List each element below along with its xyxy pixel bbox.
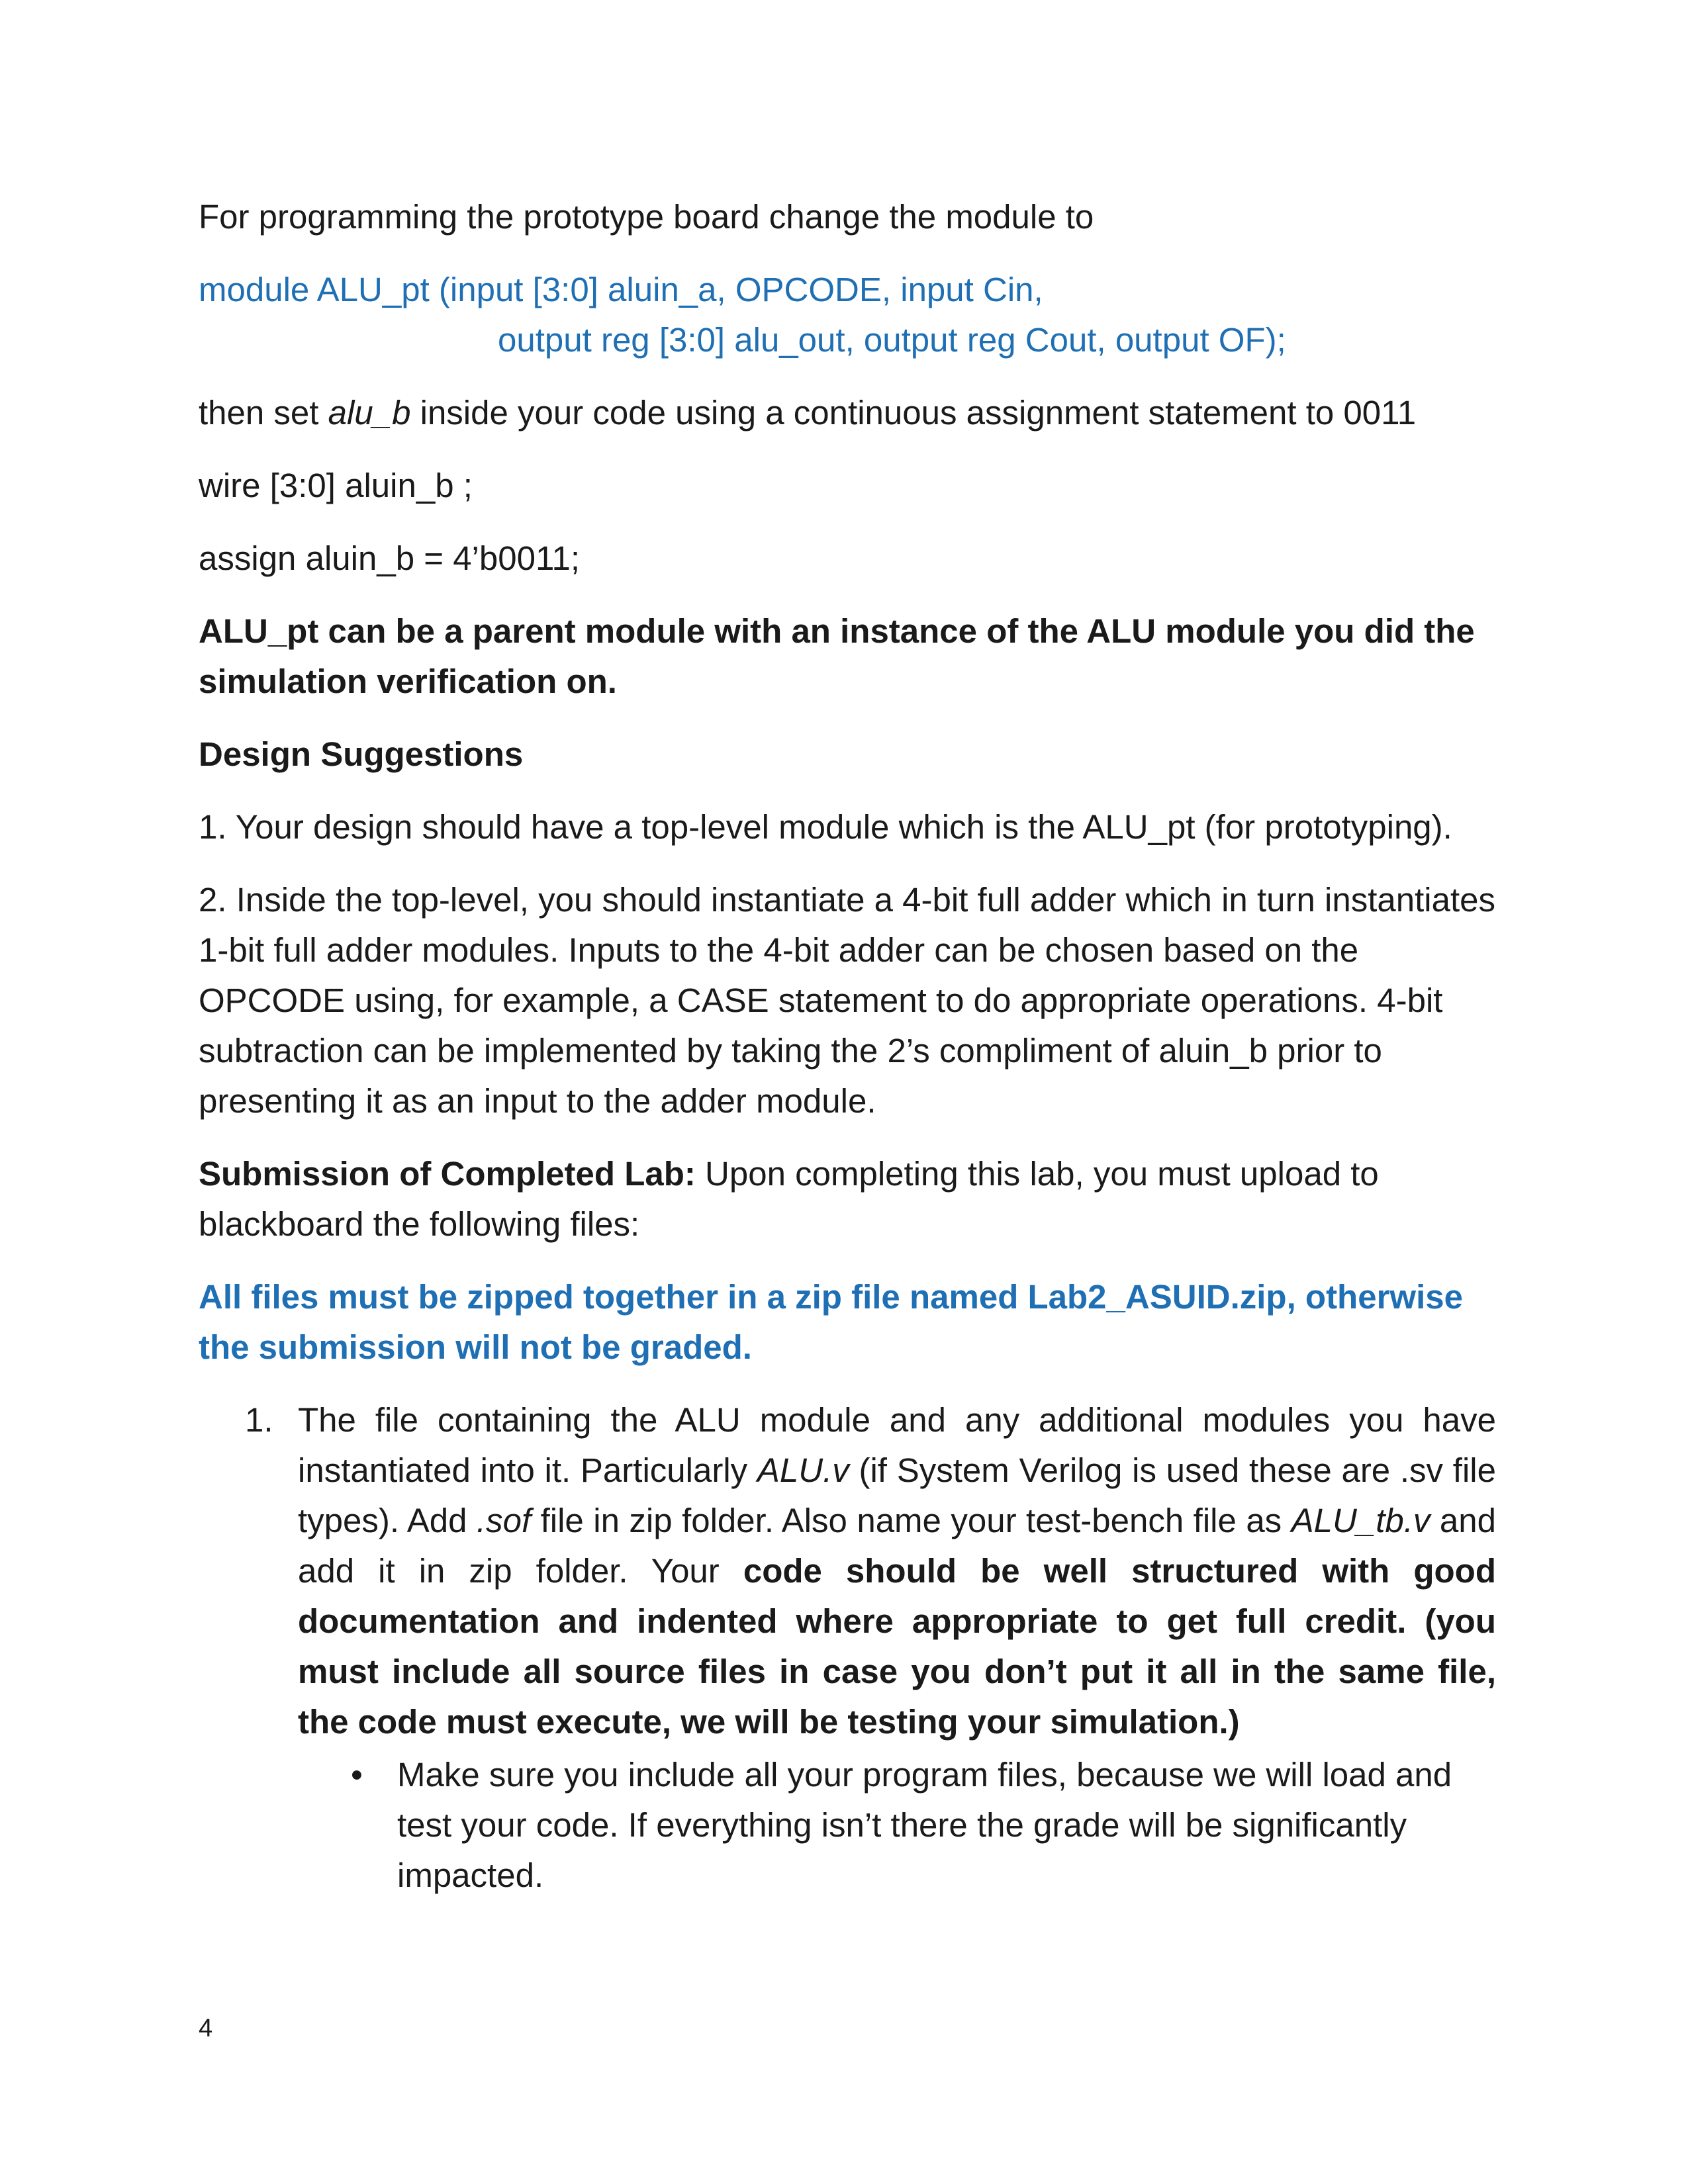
set-text-before: then set — [199, 394, 328, 432]
module-line-1: module ALU_pt (input [3:0] aluin_a, OPCODE, input Cin, — [199, 271, 1043, 308]
submission-list-item-1 — [199, 1395, 1496, 1901]
sub-bullet-item — [298, 1750, 1496, 1901]
code-quality-requirement: code should be well structured with good documentation and indented where appropriate to get full credit. (you must include all source files in case you don’t put it all in the same file, the code must execute, we will be testing your simulation.) — [298, 1552, 1496, 1741]
set-text-after: inside your code using a continuous assignment statement to 0011 — [410, 394, 1417, 432]
list-item-text-part-1: The file containing the ALU module and any additional modules you have instantiated into it. Particularly — [298, 1401, 1496, 1489]
page-content — [199, 192, 1496, 1901]
set-alu-b-paragraph — [199, 388, 1496, 438]
bullet-icon: • — [351, 1756, 363, 1794]
list-item-number: 1. — [245, 1401, 273, 1439]
wire-declaration: wire [3:0] aluin_b ; — [199, 467, 473, 504]
submission-paragraph — [199, 1149, 1496, 1250]
list-item-text-part-2: (if System Verilog is used these are .sv file types). Add — [298, 1451, 1496, 1539]
module-line-2: output reg [3:0] alu_out, output reg Cout, output OF); — [498, 321, 1286, 359]
alu-file-name: ALU.v — [757, 1451, 849, 1489]
set-text-variable: alu_b — [328, 394, 411, 432]
design-suggestions-heading: Design Suggestions — [199, 735, 524, 773]
assign-statement: assign aluin_b = 4’b0011; — [199, 539, 581, 577]
sof-file-type: .sof — [476, 1502, 532, 1539]
page-number: 4 — [199, 2015, 213, 2042]
module-declaration — [199, 265, 1496, 365]
list-item-text — [298, 1395, 1496, 1747]
submission-label: Submission of Completed Lab: — [199, 1155, 696, 1193]
list-item-text-part-4: and add it in zip folder. Your — [298, 1502, 1496, 1590]
sub-bullet-text: Make sure you include all your program files, because we will load and test your code. If everything isn’t there the grade will be significantly impacted. — [397, 1756, 1452, 1894]
submission-text: Upon completing this lab, you must upload to blackboard the following files: — [199, 1155, 1379, 1243]
intro-paragraph: For programming the prototype board change the module to — [199, 198, 1094, 236]
suggestion-1: 1. Your design should have a top-level module which is the ALU_pt (for prototyping). — [199, 808, 1452, 846]
testbench-file-name: ALU_tb.v — [1291, 1502, 1430, 1539]
suggestion-2: 2. Inside the top-level, you should instantiate a 4-bit full adder which in turn instantiates 1-bit full adder modules. Inputs to the 4-bit adder can be chosen based on the OPCODE using, for example, a CASE statement to do appropriate operations. 4-bit subtraction can be implemented by taking the 2’s compliment of aluin_b prior to presenting it as an input to the adder module. — [199, 881, 1495, 1120]
list-item-text-part-3: file in zip folder. Also name your test-bench file as — [531, 1502, 1291, 1539]
parent-module-note: ALU_pt can be a parent module with an instance of the ALU module you did the simulation verification on. — [199, 612, 1475, 700]
zip-requirement-note: All files must be zipped together in a zip file named Lab2_ASUID.zip, otherwise the submission will not be graded. — [199, 1278, 1463, 1366]
